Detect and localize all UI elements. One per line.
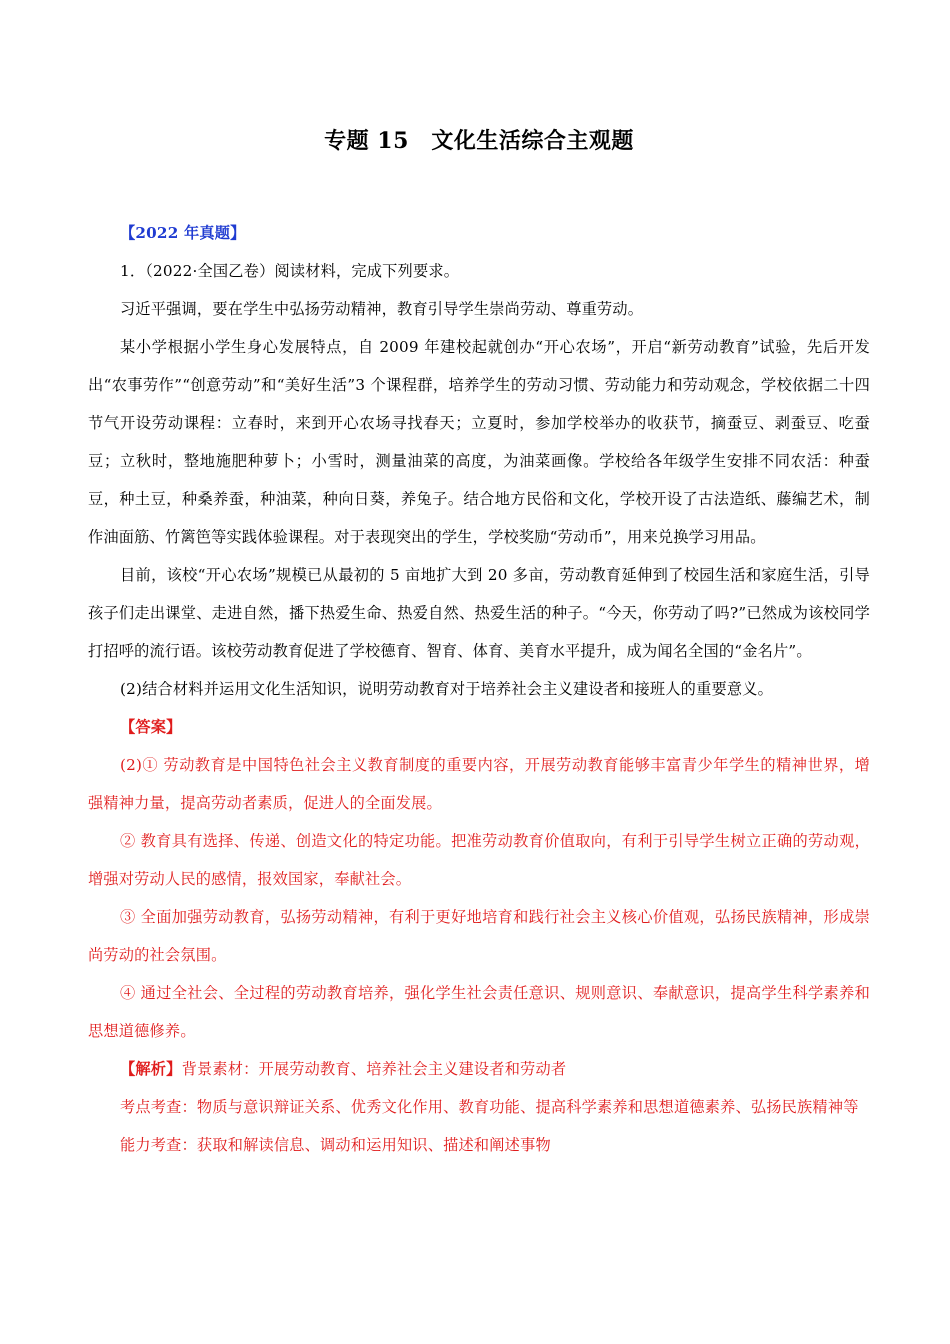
- analysis-ability: 能力考查：获取和解读信息、调动和运用知识、描述和阐述事物: [120, 1136, 551, 1154]
- sub-question: (2)结合材料并运用文化生活知识，说明劳动教育对于培养社会主义建设者和接班人的重要意义。: [120, 680, 774, 698]
- analysis-background-line: [88, 1050, 870, 1088]
- material-paragraph-1: 习近平强调，要在学生中弘扬劳动精神，教育引导学生崇尚劳动、尊重劳动。: [120, 300, 644, 318]
- answer-point-3: ③ 全面加强劳动教育，弘扬劳动精神，有利于更好地培育和践行社会主义核心价值观，弘扬民族精神，形成崇尚劳动的社会氛围。: [88, 908, 870, 964]
- answer-label: 【答案】: [120, 718, 182, 736]
- material-paragraph-3: 目前，该校“开心农场”规模已从最初的 5 亩地扩大到 20 多亩，劳动教育延伸到了校园生活和家庭生活，引导孩子们走出课堂、走进自然，播下热爱生命、热爱自然、热爱生活的种子。“今天，你劳动了吗?”已然成为该校同学打招呼的流行语。该校劳动教育促进了学校德育、智育、体育、美育水平提升，成为闻名全国的“金名片”。: [88, 566, 870, 660]
- answer-point-4: ④ 通过全社会、全过程的劳动教育培养，强化学生社会责任意识、规则意识、奉献意识，提高学生科学素养和思想道德修养。: [88, 984, 870, 1040]
- document-body: [88, 214, 870, 1164]
- analysis-knowledge: 考点考查：物质与意识辩证关系、优秀文化作用、教育功能、提高科学素养和思想道德素养、弘扬民族精神等: [120, 1098, 859, 1116]
- answer-point-1: (2)① 劳动教育是中国特色社会主义教育制度的重要内容，开展劳动教育能够丰富青少年学生的精神世界，增强精神力量，提高劳动者素质，促进人的全面发展。: [88, 756, 870, 812]
- analysis-label: 【解析】: [120, 1060, 182, 1078]
- answer-point-2: ② 教育具有选择、传递、创造文化的特定功能。把准劳动教育价值取向，有利于引导学生树立正确的劳动观，增强对劳动人民的感情，报效国家，奉献社会。: [88, 832, 870, 888]
- section-tag-text: 【2022 年真题】: [120, 224, 246, 242]
- analysis-background: 背景素材：开展劳动教育、培养社会主义建设者和劳动者: [181, 1060, 567, 1078]
- section-tag: [88, 214, 870, 252]
- material-paragraph-2: 某小学根据小学生身心发展特点，自 2009 年建校起就创办“开心农场”，开启“新劳动教育”试验，先后开发出“农事劳作”“创意劳动”和“美好生活”3 个课程群，培养学生的劳动习惯、劳动能力和劳动观念，学校依据二十四节气开设劳动课程：立春时，来到开心农场寻找春天；立夏时，参加学校举办的收获节，摘蚕豆、剥蚕豆、吃蚕豆；立秋时，整地施肥种萝卜；小雪时，测量油菜的高度，为油菜画像。学校给各年级学生安排不同农活：种蚕豆，种土豆，种桑养蚕，种油菜，种向日葵，养兔子。结合地方民俗和文化，学校开设了古法造纸、藤编艺术，制作油面筋、竹篱笆等实践体验课程。对于表现突出的学生，学校奖励“劳动币”，用来兑换学习用品。: [88, 338, 870, 546]
- page-title: 专题 15 文化生活综合主观题: [324, 128, 634, 154]
- question-stem: 1．（2022·全国乙卷）阅读材料，完成下列要求。: [120, 262, 460, 280]
